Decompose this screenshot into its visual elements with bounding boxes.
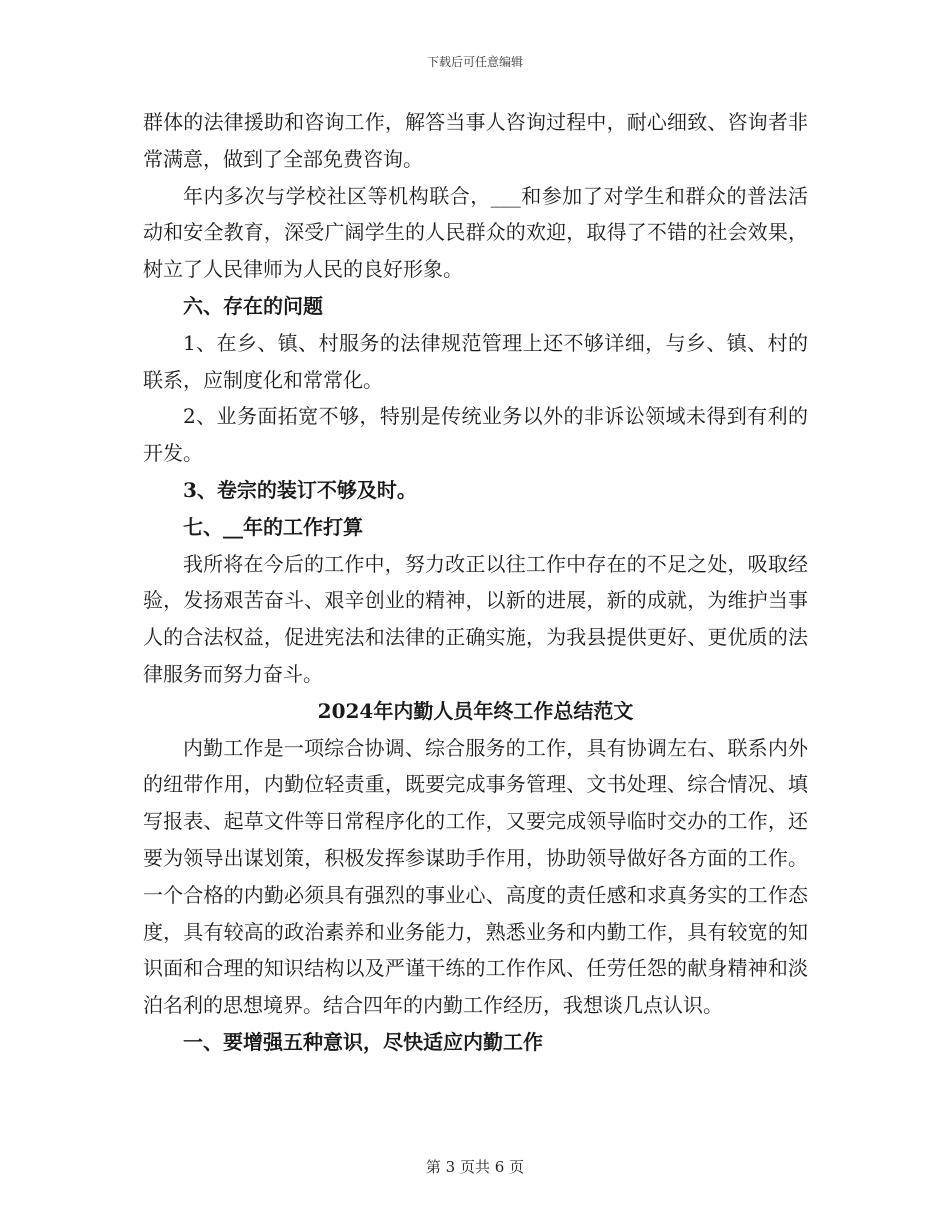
article-title: 2024年内勤人员年终工作总结范文 — [317, 698, 634, 723]
paragraph-plans: 我所将在今后的工作中，努力改正以往工作中存在的不足之处，吸取经验，发扬艰苦奋斗、艰辛创业的精神，以新的进展，新的成就，为维护当事人的合法权益，促进宪法和法律的正确实施，为我县提供更好、更优质的法律服务而努力奋斗。 — [143, 551, 808, 686]
section-heading-problems: 六、存在的问题 — [183, 293, 323, 318]
paragraph-intro: 内勤工作是一项综合协调、综合服务的工作，具有协调左右、联系内外的纽带作用，内勤位轻责重，既要完成事务管理、文书处理、综合情况、填写报表、起草文件等日常程序化的工作，又要完成领导临时交办的工作，还要为领导出谋划策，积极发挥参谋助手作用，协助领导做好各方面的工作。一个合格的内勤必须具有强烈的事业心、高度的责任感和求真务实的工作态度，具有较高的政治素养和业务能力，熟悉业务和内勤工作，具有较宽的知识面和合理的知识结构以及严谨干练的工作作风、任劳任怨的献身精神和淡泊名利的思想境界。结合四年的内勤工作经历，我想谈几点认识。 — [143, 735, 808, 1018]
page-header-note: 下载后可任意编辑 — [426, 55, 523, 69]
paragraph-outreach: 年内多次与学校社区等机构联合，___和参加了对学生和群众的普法活动和安全教育，深受广阔学生的人民群众的欢迎，取得了不错的社会效果，树立了人民律师为人民的良好形象。 — [143, 183, 808, 282]
section-heading-awareness: 一、要增强五种意识，尽快适应内勤工作 — [183, 1029, 543, 1054]
section-heading-plans: 七、__年的工作打算 — [183, 514, 363, 539]
page-number: 第 3 页共 6 页 — [425, 1158, 525, 1176]
problem-item-3: 3、卷宗的装订不够及时。 — [183, 477, 417, 502]
problem-item-1: 1、在乡、镇、村服务的法律规范管理上还不够详细，与乡、镇、村的联系，应制度化和常常化。 — [143, 330, 808, 392]
problem-item-2: 2、业务面拓宽不够，特别是传统业务以外的非诉讼领域未得到有利的开发。 — [143, 404, 808, 466]
document-body — [143, 104, 808, 1061]
paragraph-continuation: 群体的法律援助和咨询工作，解答当事人咨询过程中，耐心细致、咨询者非常满意，做到了全部免费咨询。 — [143, 110, 808, 171]
